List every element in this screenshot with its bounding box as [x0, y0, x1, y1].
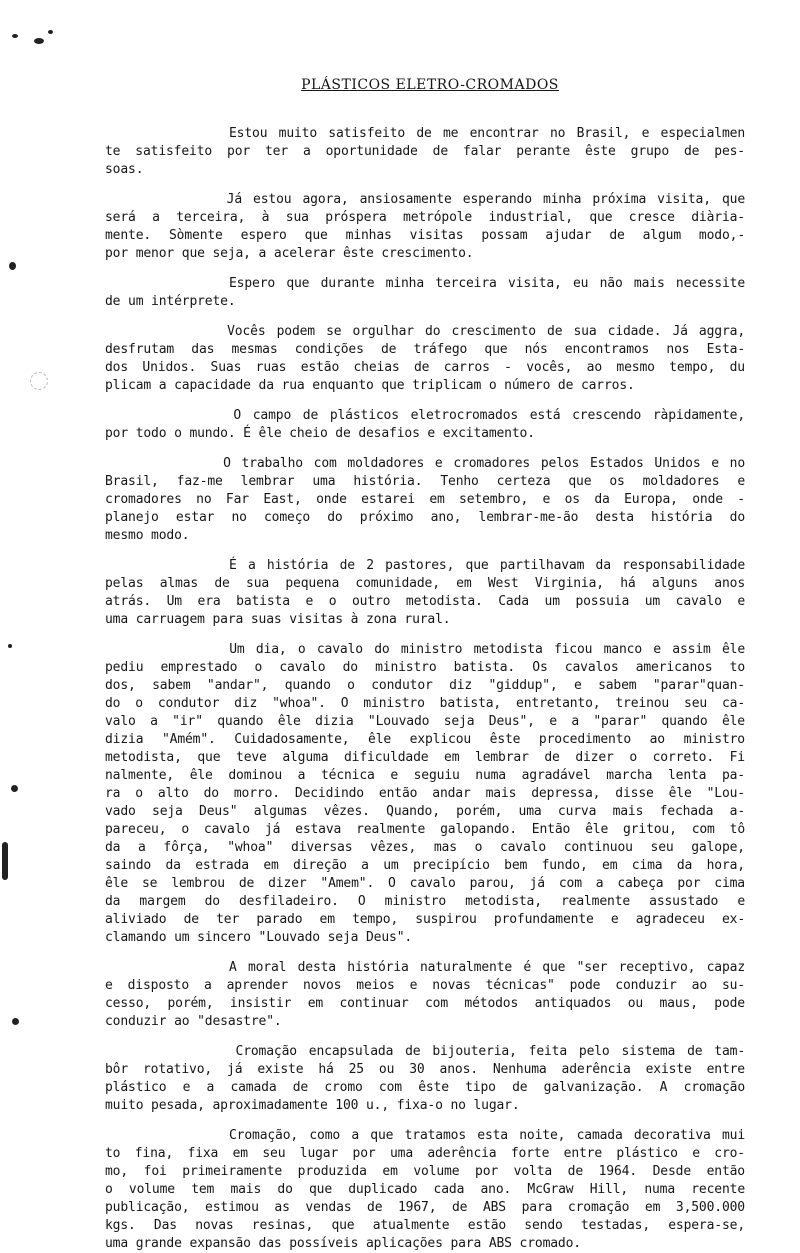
text-line: uma grande expansão das possíveis aplicações para ABS cromado. — [105, 1236, 581, 1251]
text-line: Espero que durante minha terceira visita, eu não mais necessite — [105, 276, 745, 291]
text-line: O campo de plásticos eletrocromados está crescendo ràpidamente, — [105, 408, 745, 423]
text-line: o volume tem mais do que duplicado cada ano. McGraw Hill, numa recente — [105, 1182, 745, 1197]
text-line: Um dia, o cavalo do ministro metodista ficou manco e assim êle — [105, 642, 745, 657]
text-line: cromadores no Far East, onde estarei em setembro, e os da Europa, onde - — [105, 492, 745, 507]
text-line: uma carruagem para suas visitas à zona rural. — [105, 612, 451, 627]
text-line: desfrutam das mesmas condições de tráfego que nós encontramos nos Esta- — [105, 342, 745, 357]
paragraph — [105, 641, 745, 947]
text-line: vado seja Deus" algumas vêzes. Quando, porém, uma curva mais fechada a- — [105, 804, 745, 819]
scan-speck — [11, 785, 18, 792]
text-line: mente. Sòmente espero que minhas visitas possam ajudar de algum modo,- — [105, 228, 745, 243]
text-line: será a terceira, à sua próspera metrópole industrial, que cresce diària- — [105, 210, 745, 225]
text-line: publicação, estimou as vendas de 1967, de ABS para cromação em 3,500.000 — [105, 1200, 745, 1215]
text-line: dizia "Amém". Cuidadosamente, êle explicou êste procedimento ao ministro — [105, 732, 745, 747]
scan-hole — [30, 372, 48, 390]
text-line: êle se lembrou de dizer "Amem". O cavalo parou, já com a cabeça por cima — [105, 876, 745, 891]
scan-speck — [12, 1018, 19, 1025]
text-line: pediu emprestado o cavalo do ministro batista. Os cavalos americanos to — [105, 660, 745, 675]
scan-speck — [48, 30, 53, 34]
text-line: bôr rotativo, já existe há 25 ou 30 anos. Nenhuma aderência existe entre — [105, 1062, 745, 1077]
paragraph — [105, 191, 745, 263]
text-line: dos, sabem "andar", quando o condutor diz "giddup", e sabem "parar"quan- — [105, 678, 745, 693]
paragraph — [105, 407, 745, 443]
paragraph — [105, 557, 745, 629]
text-line: soas. — [105, 162, 144, 177]
text-line: kgs. Das novas resinas, que atualmente estão sendo testadas, espera-se, — [105, 1218, 745, 1233]
scan-speck — [8, 644, 12, 648]
text-line: de um intérprete. — [105, 294, 236, 309]
text-line: da margem do desfiladeiro. O ministro metodista, realmente assustado e — [105, 894, 745, 909]
text-line: É a história de 2 pastores, que partilhavam da responsabilidade — [105, 558, 745, 573]
text-line: metodista, que teve alguma dificuldade em lembrar de dizer o correto. Fi — [105, 750, 745, 765]
text-line: plástico e a camada de cromo com êste tipo de galvanização. A cromação — [105, 1080, 745, 1095]
document-title: PLÁSTICOS ELETRO-CROMADOS — [301, 77, 559, 93]
text-line: O trabalho com moldadores e cromadores pelos Estados Unidos e no — [105, 456, 745, 471]
text-line: dos Unidos. Suas ruas estão cheias de carros - vocês, ao mesmo tempo, du — [105, 360, 745, 375]
text-line: por menor que seja, a acelerar êste crescimento. — [105, 246, 474, 261]
paragraph — [105, 959, 745, 1031]
scan-speck — [34, 38, 44, 44]
text-line: cesso, porém, insistir em continuar com métodos antiquados ou maus, pode — [105, 996, 745, 1011]
text-line: aliviado de ter parado em tempo, suspirou profundamente e agradeceu ex- — [105, 912, 745, 927]
text-line: Brasil, faz-me lembrar uma história. Tenho certeza que os moldadores e — [105, 474, 745, 489]
text-line: Estou muito satisfeito de me encontrar no Brasil, e especialmen — [105, 126, 745, 141]
text-line: atrás. Um era batista e o outro metodista. Cada um possuia um cavalo e — [105, 594, 745, 609]
paragraph — [105, 455, 745, 545]
text-line: Cromação encapsulada de bijouteria, feita pelo sistema de tam- — [105, 1044, 745, 1059]
text-line: valo a "ir" quando êle dizia "Louvado seja Deus", e a "parar" quando êle — [105, 714, 745, 729]
scan-speck — [9, 262, 16, 270]
text-line: pelas almas de sua pequena comunidade, em West Virginia, há alguns anos — [105, 576, 745, 591]
text-line: por todo o mundo. É êle cheio de desafios e excitamento. — [105, 426, 535, 441]
paragraph — [105, 1043, 745, 1115]
text-line: muito pesada, aproximadamente 100 u., fixa-o no lugar. — [105, 1098, 520, 1113]
text-line: conduzir ao "desastre". — [105, 1014, 282, 1029]
document-body — [105, 125, 745, 1253]
text-line: saindo da estrada em direção a um precipício bem fundo, em cima da hora, — [105, 858, 745, 873]
text-line: Cromação, como a que tratamos esta noite, camada decorativa mui — [105, 1128, 745, 1143]
text-line: da a fôrça, "whoa" diversas vêzes, mas o cavalo continuou seu galope, — [105, 840, 745, 855]
text-line: e disposto a aprender novos meios e novas técnicas" pode conduzir ao su- — [105, 978, 745, 993]
text-line: ra o alto do morro. Decidindo então andar mais depressa, disse êle "Lou- — [105, 786, 745, 801]
scan-speck — [12, 34, 18, 38]
scan-speck — [2, 842, 8, 880]
text-line: mo, foi primeiramente produzida em volume por volta de 1964. Desde então — [105, 1164, 745, 1179]
paragraph — [105, 1127, 745, 1253]
text-line: mesmo modo. — [105, 528, 190, 543]
text-line: Vocês podem se orgulhar do crescimento de sua cidade. Já aggra, — [105, 324, 745, 339]
text-line: clamando um sincero "Louvado seja Deus". — [105, 930, 413, 945]
text-line: pareceu, o cavalo já estava realmente galopando. Então êle gritou, com tô — [105, 822, 745, 837]
text-line: plicam a capacidade da rua enquanto que triplicam o número de carros. — [105, 378, 635, 393]
paragraph — [105, 125, 745, 179]
text-line: nalmente, êle dominou a técnica e seguiu numa agradável marcha lenta pa- — [105, 768, 745, 783]
text-line: te satisfeito por ter a oportunidade de falar perante êste grupo de pes- — [105, 144, 745, 159]
text-line: to fina, fixa em seu lugar por uma aderência forte entre plástico e cro- — [105, 1146, 745, 1161]
text-line: planejo estar no começo do próximo ano, lembrar-me-ão desta história do — [105, 510, 745, 525]
paragraph — [105, 275, 745, 311]
text-line: A moral desta história naturalmente é que "ser receptivo, capaz — [105, 960, 745, 975]
paragraph — [105, 323, 745, 395]
text-line: Já estou agora, ansiosamente esperando minha próxima visita, que — [105, 192, 745, 207]
text-line: do o condutor diz "whoa". O ministro batista, entretanto, treinou seu ca- — [105, 696, 745, 711]
